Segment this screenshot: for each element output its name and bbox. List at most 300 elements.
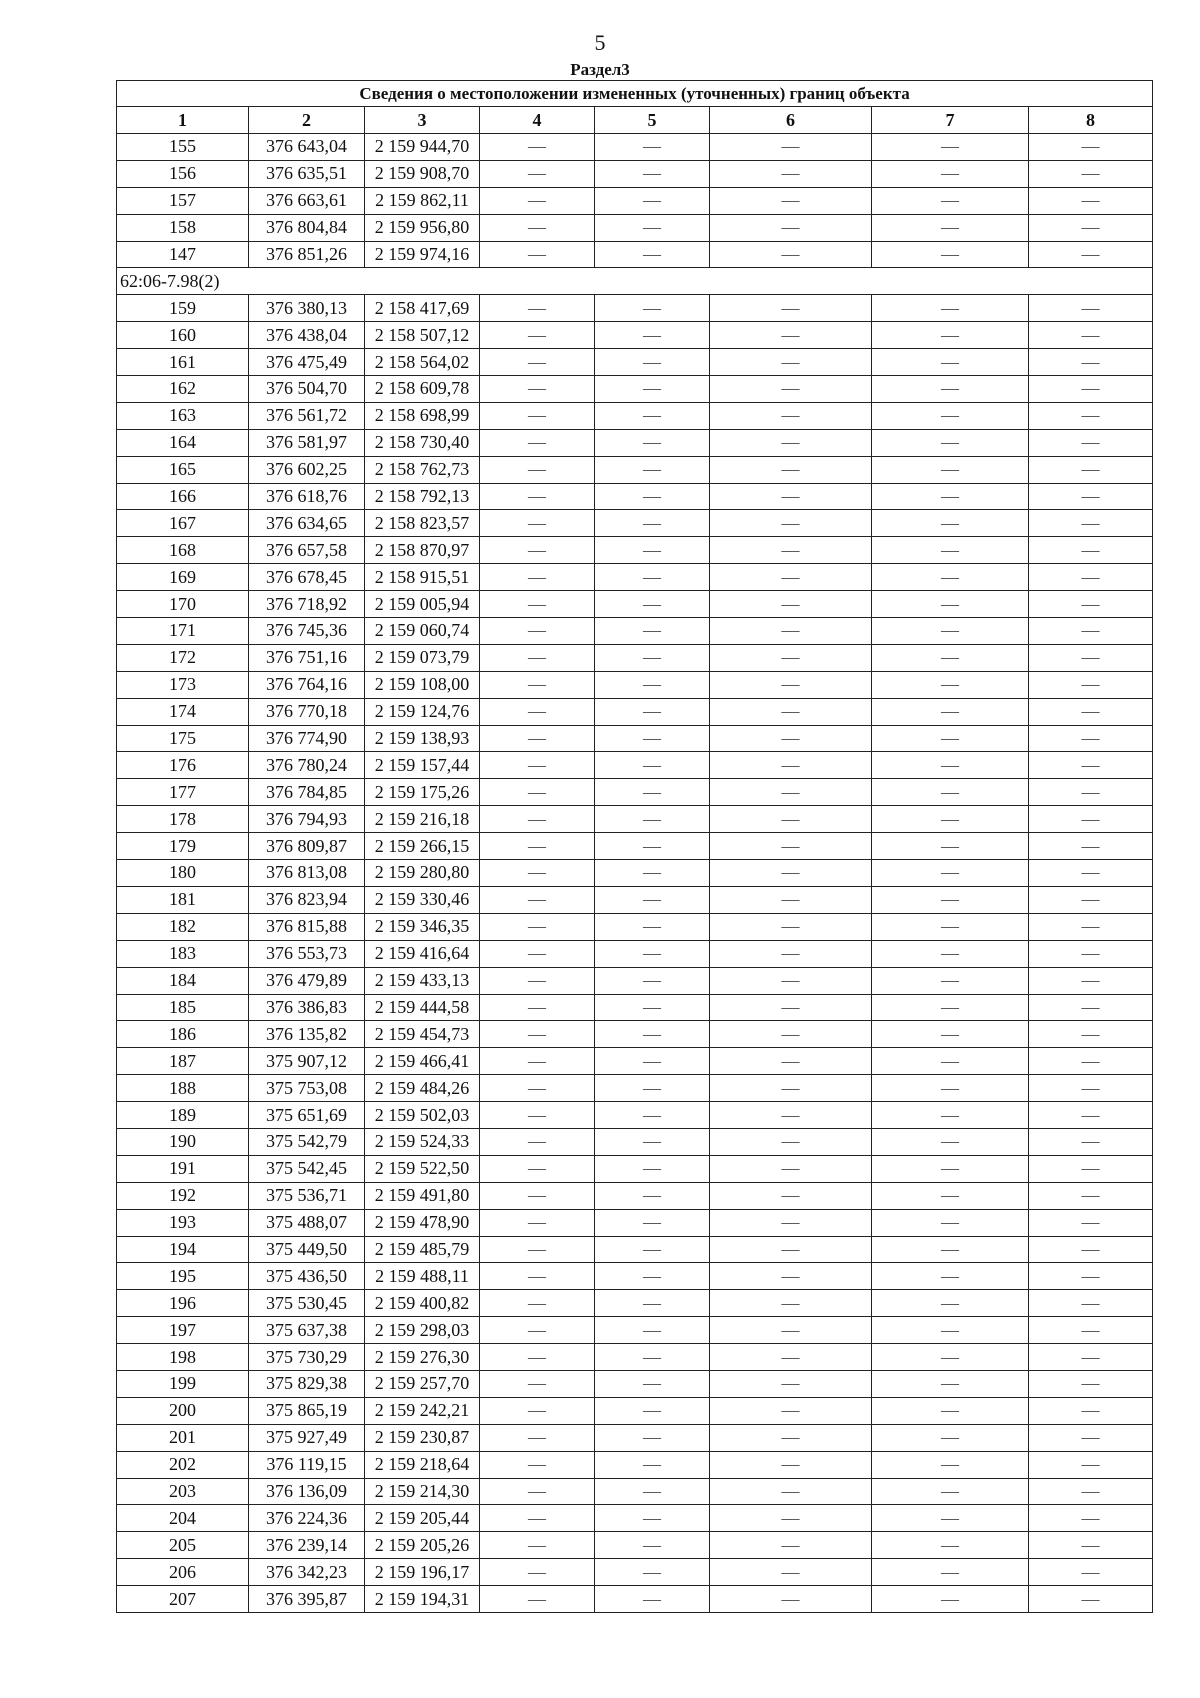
- empty-value-cell: —: [595, 833, 710, 860]
- point-number-cell: 207: [117, 1586, 249, 1613]
- table-row: [117, 752, 1153, 779]
- empty-value-cell: —: [710, 1370, 872, 1397]
- coordinate-x-cell: 376 770,18: [249, 698, 365, 725]
- group-row: [117, 268, 1153, 295]
- empty-value-cell: —: [1029, 725, 1153, 752]
- empty-value-cell: —: [710, 322, 872, 349]
- coordinate-x-cell: 376 678,45: [249, 564, 365, 591]
- empty-value-cell: —: [710, 1021, 872, 1048]
- empty-value-cell: —: [595, 1155, 710, 1182]
- coordinate-y-cell: 2 159 330,46: [365, 886, 480, 913]
- table-row: [117, 187, 1153, 214]
- empty-value-cell: —: [480, 349, 595, 376]
- empty-value-cell: —: [710, 1586, 872, 1613]
- point-number-cell: 174: [117, 698, 249, 725]
- coordinate-x-cell: 375 436,50: [249, 1263, 365, 1290]
- coordinate-x-cell: 376 663,61: [249, 187, 365, 214]
- table-row: [117, 1048, 1153, 1075]
- empty-value-cell: —: [872, 1532, 1029, 1559]
- empty-value-cell: —: [480, 1317, 595, 1344]
- coordinate-y-cell: 2 159 230,87: [365, 1424, 480, 1451]
- table-row: [117, 698, 1153, 725]
- empty-value-cell: —: [872, 537, 1029, 564]
- table-row: [117, 886, 1153, 913]
- empty-value-cell: —: [595, 913, 710, 940]
- point-number-cell: 160: [117, 322, 249, 349]
- empty-value-cell: —: [710, 376, 872, 403]
- empty-value-cell: —: [480, 671, 595, 698]
- coordinate-y-cell: 2 159 466,41: [365, 1048, 480, 1075]
- empty-value-cell: —: [480, 1236, 595, 1263]
- empty-value-cell: —: [480, 322, 595, 349]
- coordinate-x-cell: 376 602,25: [249, 456, 365, 483]
- empty-value-cell: —: [1029, 1075, 1153, 1102]
- empty-value-cell: —: [872, 698, 1029, 725]
- empty-value-cell: —: [710, 1290, 872, 1317]
- coordinate-y-cell: 2 159 444,58: [365, 994, 480, 1021]
- empty-value-cell: —: [872, 1209, 1029, 1236]
- empty-value-cell: —: [1029, 376, 1153, 403]
- point-number-cell: 175: [117, 725, 249, 752]
- point-number-cell: 200: [117, 1397, 249, 1424]
- empty-value-cell: —: [710, 160, 872, 187]
- empty-value-cell: —: [872, 1397, 1029, 1424]
- table-row: [117, 618, 1153, 645]
- table-row: [117, 833, 1153, 860]
- point-number-cell: 197: [117, 1317, 249, 1344]
- empty-value-cell: —: [480, 1370, 595, 1397]
- empty-value-cell: —: [710, 214, 872, 241]
- point-number-cell: 194: [117, 1236, 249, 1263]
- column-header: 7: [872, 107, 1029, 134]
- empty-value-cell: —: [595, 806, 710, 833]
- empty-value-cell: —: [595, 376, 710, 403]
- empty-value-cell: —: [480, 1155, 595, 1182]
- table-row: [117, 295, 1153, 322]
- table-caption: Сведения о местоположении измененных (уточненных) границ объекта: [117, 81, 1153, 107]
- empty-value-cell: —: [595, 187, 710, 214]
- empty-value-cell: —: [1029, 1451, 1153, 1478]
- point-number-cell: 173: [117, 671, 249, 698]
- point-number-cell: 183: [117, 940, 249, 967]
- empty-value-cell: —: [1029, 1478, 1153, 1505]
- empty-value-cell: —: [480, 833, 595, 860]
- coordinate-x-cell: 375 542,79: [249, 1128, 365, 1155]
- coordinate-x-cell: 375 536,71: [249, 1182, 365, 1209]
- empty-value-cell: —: [595, 537, 710, 564]
- empty-value-cell: —: [595, 1128, 710, 1155]
- empty-value-cell: —: [1029, 160, 1153, 187]
- empty-value-cell: —: [480, 994, 595, 1021]
- empty-value-cell: —: [872, 1317, 1029, 1344]
- empty-value-cell: —: [1029, 1559, 1153, 1586]
- point-number-cell: 202: [117, 1451, 249, 1478]
- coordinate-y-cell: 2 159 346,35: [365, 913, 480, 940]
- point-number-cell: 187: [117, 1048, 249, 1075]
- table-row: [117, 402, 1153, 429]
- empty-value-cell: —: [595, 241, 710, 268]
- coordinate-x-cell: 375 637,38: [249, 1317, 365, 1344]
- empty-value-cell: —: [1029, 456, 1153, 483]
- empty-value-cell: —: [710, 1424, 872, 1451]
- empty-value-cell: —: [1029, 134, 1153, 161]
- empty-value-cell: —: [872, 886, 1029, 913]
- coordinate-y-cell: 2 159 060,74: [365, 618, 480, 645]
- coordinate-y-cell: 2 159 124,76: [365, 698, 480, 725]
- point-number-cell: 199: [117, 1370, 249, 1397]
- point-number-cell: 164: [117, 429, 249, 456]
- empty-value-cell: —: [710, 860, 872, 887]
- coordinate-x-cell: 376 553,73: [249, 940, 365, 967]
- empty-value-cell: —: [480, 1182, 595, 1209]
- empty-value-cell: —: [710, 940, 872, 967]
- empty-value-cell: —: [1029, 1102, 1153, 1129]
- empty-value-cell: —: [1029, 537, 1153, 564]
- empty-value-cell: —: [1029, 806, 1153, 833]
- empty-value-cell: —: [710, 1397, 872, 1424]
- empty-value-cell: —: [480, 134, 595, 161]
- point-number-cell: 167: [117, 510, 249, 537]
- empty-value-cell: —: [710, 510, 872, 537]
- coordinate-y-cell: 2 159 214,30: [365, 1478, 480, 1505]
- table-row: [117, 967, 1153, 994]
- column-header: 6: [710, 107, 872, 134]
- point-number-cell: 158: [117, 214, 249, 241]
- empty-value-cell: —: [710, 537, 872, 564]
- coordinate-y-cell: 2 158 730,40: [365, 429, 480, 456]
- column-header: 5: [595, 107, 710, 134]
- point-number-cell: 156: [117, 160, 249, 187]
- point-number-cell: 176: [117, 752, 249, 779]
- coordinate-x-cell: 376 135,82: [249, 1021, 365, 1048]
- coordinate-x-cell: 376 794,93: [249, 806, 365, 833]
- empty-value-cell: —: [1029, 644, 1153, 671]
- empty-value-cell: —: [595, 725, 710, 752]
- empty-value-cell: —: [480, 564, 595, 591]
- empty-value-cell: —: [480, 1021, 595, 1048]
- empty-value-cell: —: [595, 510, 710, 537]
- empty-value-cell: —: [480, 752, 595, 779]
- coordinate-y-cell: 2 159 400,82: [365, 1290, 480, 1317]
- coordinate-y-cell: 2 158 823,57: [365, 510, 480, 537]
- table-row: [117, 860, 1153, 887]
- table-row: [117, 671, 1153, 698]
- coordinate-x-cell: 375 865,19: [249, 1397, 365, 1424]
- coordinate-x-cell: 376 136,09: [249, 1478, 365, 1505]
- empty-value-cell: —: [872, 1236, 1029, 1263]
- empty-value-cell: —: [480, 1505, 595, 1532]
- empty-value-cell: —: [1029, 1532, 1153, 1559]
- table-row: [117, 1155, 1153, 1182]
- empty-value-cell: —: [595, 1344, 710, 1371]
- point-number-cell: 201: [117, 1424, 249, 1451]
- column-header: 2: [249, 107, 365, 134]
- empty-value-cell: —: [480, 1586, 595, 1613]
- coordinate-x-cell: 375 488,07: [249, 1209, 365, 1236]
- empty-value-cell: —: [710, 618, 872, 645]
- empty-value-cell: —: [710, 1451, 872, 1478]
- empty-value-cell: —: [595, 1505, 710, 1532]
- section-title: Раздел3: [570, 60, 630, 79]
- empty-value-cell: —: [872, 591, 1029, 618]
- empty-value-cell: —: [595, 1290, 710, 1317]
- empty-value-cell: —: [872, 644, 1029, 671]
- empty-value-cell: —: [595, 402, 710, 429]
- point-number-cell: 162: [117, 376, 249, 403]
- empty-value-cell: —: [595, 160, 710, 187]
- point-number-cell: 159: [117, 295, 249, 322]
- empty-value-cell: —: [710, 1075, 872, 1102]
- empty-value-cell: —: [1029, 483, 1153, 510]
- empty-value-cell: —: [710, 1344, 872, 1371]
- empty-value-cell: —: [480, 1451, 595, 1478]
- empty-value-cell: —: [595, 1317, 710, 1344]
- empty-value-cell: —: [480, 967, 595, 994]
- empty-value-cell: —: [595, 1370, 710, 1397]
- empty-value-cell: —: [872, 940, 1029, 967]
- point-number-cell: 189: [117, 1102, 249, 1129]
- empty-value-cell: —: [710, 1532, 872, 1559]
- coordinate-x-cell: 376 634,65: [249, 510, 365, 537]
- empty-value-cell: —: [595, 644, 710, 671]
- empty-value-cell: —: [1029, 860, 1153, 887]
- empty-value-cell: —: [480, 940, 595, 967]
- point-number-cell: 205: [117, 1532, 249, 1559]
- table-row: [117, 1559, 1153, 1586]
- point-number-cell: 169: [117, 564, 249, 591]
- empty-value-cell: —: [1029, 1505, 1153, 1532]
- table-row: [117, 994, 1153, 1021]
- empty-value-cell: —: [872, 1586, 1029, 1613]
- empty-value-cell: —: [710, 1128, 872, 1155]
- empty-value-cell: —: [595, 134, 710, 161]
- coordinate-x-cell: 376 643,04: [249, 134, 365, 161]
- empty-value-cell: —: [872, 1021, 1029, 1048]
- empty-value-cell: —: [595, 214, 710, 241]
- empty-value-cell: —: [872, 564, 1029, 591]
- empty-value-cell: —: [710, 806, 872, 833]
- empty-value-cell: —: [710, 725, 872, 752]
- table-row: [117, 591, 1153, 618]
- point-number-cell: 181: [117, 886, 249, 913]
- empty-value-cell: —: [480, 725, 595, 752]
- empty-value-cell: —: [480, 537, 595, 564]
- empty-value-cell: —: [1029, 564, 1153, 591]
- empty-value-cell: —: [872, 913, 1029, 940]
- coordinate-y-cell: 2 159 484,26: [365, 1075, 480, 1102]
- empty-value-cell: —: [595, 1182, 710, 1209]
- coordinate-x-cell: 376 780,24: [249, 752, 365, 779]
- empty-value-cell: —: [480, 456, 595, 483]
- coordinate-y-cell: 2 159 138,93: [365, 725, 480, 752]
- empty-value-cell: —: [710, 644, 872, 671]
- coordinate-y-cell: 2 159 478,90: [365, 1209, 480, 1236]
- empty-value-cell: —: [480, 295, 595, 322]
- coordinate-y-cell: 2 159 196,17: [365, 1559, 480, 1586]
- table-row: [117, 1209, 1153, 1236]
- coordinate-x-cell: 376 635,51: [249, 160, 365, 187]
- coordinate-x-cell: 376 764,16: [249, 671, 365, 698]
- coordinate-x-cell: 376 751,16: [249, 644, 365, 671]
- empty-value-cell: —: [595, 698, 710, 725]
- empty-value-cell: —: [595, 967, 710, 994]
- coordinates-table: [116, 80, 1153, 1613]
- empty-value-cell: —: [595, 564, 710, 591]
- coordinate-y-cell: 2 159 276,30: [365, 1344, 480, 1371]
- coordinate-x-cell: 376 479,89: [249, 967, 365, 994]
- point-number-cell: 185: [117, 994, 249, 1021]
- empty-value-cell: —: [480, 1397, 595, 1424]
- coordinate-y-cell: 2 158 870,97: [365, 537, 480, 564]
- empty-value-cell: —: [480, 779, 595, 806]
- empty-value-cell: —: [480, 510, 595, 537]
- empty-value-cell: —: [872, 833, 1029, 860]
- empty-value-cell: —: [872, 1102, 1029, 1129]
- empty-value-cell: —: [595, 1532, 710, 1559]
- table-row: [117, 214, 1153, 241]
- coordinate-y-cell: 2 159 433,13: [365, 967, 480, 994]
- empty-value-cell: —: [595, 1559, 710, 1586]
- empty-value-cell: —: [480, 1290, 595, 1317]
- coordinate-x-cell: 376 504,70: [249, 376, 365, 403]
- empty-value-cell: —: [872, 1290, 1029, 1317]
- table-row: [117, 241, 1153, 268]
- empty-value-cell: —: [1029, 1586, 1153, 1613]
- empty-value-cell: —: [1029, 1128, 1153, 1155]
- empty-value-cell: —: [595, 456, 710, 483]
- coordinate-y-cell: 2 158 507,12: [365, 322, 480, 349]
- empty-value-cell: —: [480, 1263, 595, 1290]
- coordinate-y-cell: 2 159 974,16: [365, 241, 480, 268]
- empty-value-cell: —: [1029, 429, 1153, 456]
- table-row: [117, 1236, 1153, 1263]
- coordinate-y-cell: 2 159 944,70: [365, 134, 480, 161]
- empty-value-cell: —: [480, 1102, 595, 1129]
- empty-value-cell: —: [872, 752, 1029, 779]
- table-row: [117, 940, 1153, 967]
- coordinate-x-cell: 376 386,83: [249, 994, 365, 1021]
- page-number: 5: [594, 30, 606, 55]
- empty-value-cell: —: [1029, 1424, 1153, 1451]
- empty-value-cell: —: [710, 671, 872, 698]
- empty-value-cell: —: [595, 860, 710, 887]
- empty-value-cell: —: [480, 241, 595, 268]
- empty-value-cell: —: [1029, 698, 1153, 725]
- empty-value-cell: —: [1029, 994, 1153, 1021]
- coordinate-y-cell: 2 158 698,99: [365, 402, 480, 429]
- empty-value-cell: —: [1029, 1344, 1153, 1371]
- table-row: [117, 1102, 1153, 1129]
- empty-value-cell: —: [480, 1128, 595, 1155]
- empty-value-cell: —: [710, 833, 872, 860]
- table-row: [117, 160, 1153, 187]
- empty-value-cell: —: [872, 483, 1029, 510]
- empty-value-cell: —: [595, 349, 710, 376]
- empty-value-cell: —: [710, 752, 872, 779]
- point-number-cell: 147: [117, 241, 249, 268]
- coordinate-y-cell: 2 159 956,80: [365, 214, 480, 241]
- empty-value-cell: —: [595, 1424, 710, 1451]
- point-number-cell: 190: [117, 1128, 249, 1155]
- point-number-cell: 157: [117, 187, 249, 214]
- point-number-cell: 184: [117, 967, 249, 994]
- empty-value-cell: —: [872, 1424, 1029, 1451]
- empty-value-cell: —: [595, 618, 710, 645]
- empty-value-cell: —: [872, 671, 1029, 698]
- coordinate-x-cell: 375 449,50: [249, 1236, 365, 1263]
- table-row: [117, 1532, 1153, 1559]
- coordinate-y-cell: 2 159 416,64: [365, 940, 480, 967]
- coordinate-y-cell: 2 158 609,78: [365, 376, 480, 403]
- table-row: [117, 429, 1153, 456]
- empty-value-cell: —: [595, 1478, 710, 1505]
- empty-value-cell: —: [1029, 1317, 1153, 1344]
- table-row: [117, 1128, 1153, 1155]
- point-number-cell: 155: [117, 134, 249, 161]
- coordinate-x-cell: 376 851,26: [249, 241, 365, 268]
- empty-value-cell: —: [595, 1263, 710, 1290]
- point-number-cell: 195: [117, 1263, 249, 1290]
- point-number-cell: 182: [117, 913, 249, 940]
- empty-value-cell: —: [1029, 1021, 1153, 1048]
- point-number-cell: 179: [117, 833, 249, 860]
- coordinate-x-cell: 376 380,13: [249, 295, 365, 322]
- empty-value-cell: —: [480, 376, 595, 403]
- empty-value-cell: —: [595, 779, 710, 806]
- coordinate-y-cell: 2 159 175,26: [365, 779, 480, 806]
- coordinate-x-cell: 376 745,36: [249, 618, 365, 645]
- coordinate-x-cell: 376 815,88: [249, 913, 365, 940]
- empty-value-cell: —: [595, 1397, 710, 1424]
- empty-value-cell: —: [872, 322, 1029, 349]
- empty-value-cell: —: [480, 160, 595, 187]
- empty-value-cell: —: [710, 967, 872, 994]
- empty-value-cell: —: [872, 187, 1029, 214]
- point-number-cell: 186: [117, 1021, 249, 1048]
- coordinate-x-cell: 376 774,90: [249, 725, 365, 752]
- point-number-cell: 192: [117, 1182, 249, 1209]
- point-number-cell: 172: [117, 644, 249, 671]
- empty-value-cell: —: [872, 725, 1029, 752]
- point-number-cell: 177: [117, 779, 249, 806]
- coordinate-x-cell: 376 784,85: [249, 779, 365, 806]
- column-header: 4: [480, 107, 595, 134]
- empty-value-cell: —: [710, 1478, 872, 1505]
- table-row: [117, 1021, 1153, 1048]
- coordinate-y-cell: 2 159 073,79: [365, 644, 480, 671]
- empty-value-cell: —: [872, 618, 1029, 645]
- empty-value-cell: —: [872, 376, 1029, 403]
- coordinate-x-cell: 376 823,94: [249, 886, 365, 913]
- group-label: 62:06-7.98(2): [117, 268, 1153, 295]
- empty-value-cell: —: [595, 591, 710, 618]
- empty-value-cell: —: [1029, 591, 1153, 618]
- table-row: [117, 806, 1153, 833]
- empty-value-cell: —: [1029, 886, 1153, 913]
- point-number-cell: 165: [117, 456, 249, 483]
- coordinate-y-cell: 2 159 266,15: [365, 833, 480, 860]
- table-row: [117, 510, 1153, 537]
- empty-value-cell: —: [480, 618, 595, 645]
- empty-value-cell: —: [1029, 295, 1153, 322]
- table-row: [117, 564, 1153, 591]
- coordinate-x-cell: 376 119,15: [249, 1451, 365, 1478]
- coordinate-y-cell: 2 158 564,02: [365, 349, 480, 376]
- table-row: [117, 1075, 1153, 1102]
- empty-value-cell: —: [480, 483, 595, 510]
- coordinate-y-cell: 2 159 205,26: [365, 1532, 480, 1559]
- empty-value-cell: —: [872, 967, 1029, 994]
